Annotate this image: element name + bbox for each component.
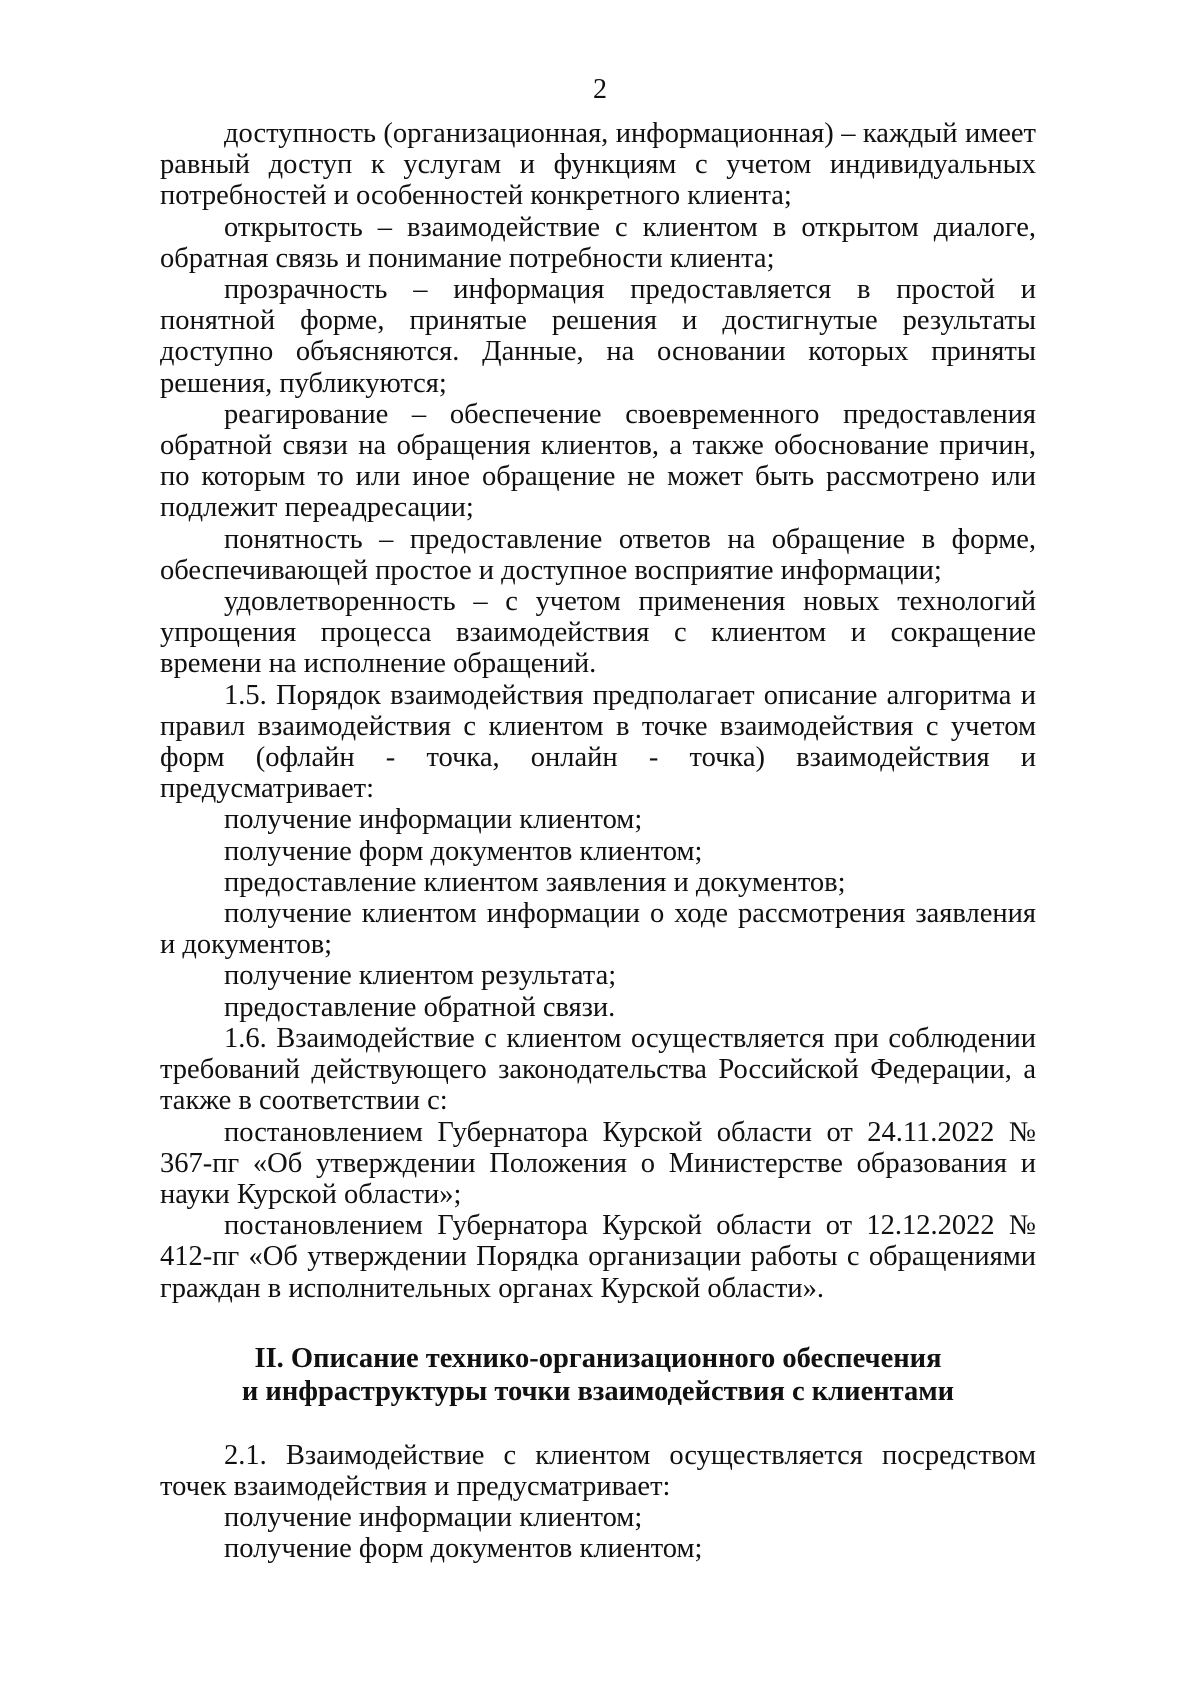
paragraph: реагирование – обеспечение своевременного предоставления обратной связи на обращения клиентов, а также обоснование причин, по которым то или иное обращение не может быть рассмотрено или подлежит переадресации; (160, 398, 1036, 524)
list-item: предоставление клиентом заявления и документов; (224, 866, 846, 898)
list-item: получение клиентом информации о ходе рассмотрения заявления и документов; (160, 898, 1036, 961)
list-item: получение информации клиентом; (224, 1502, 643, 1534)
paragraph: 1.6. Взаимодействие с клиентом осуществляется при соблюдении требований действующего законодательства Российской Федерации, а также в соответствии с: (160, 1022, 1036, 1117)
section-heading-line: II. Описание технико-организационного обеспечения (254, 1342, 942, 1374)
document-body (160, 118, 1036, 1565)
list-item: получение информации клиентом; (224, 804, 643, 836)
section-heading-line: и инфраструктуры точки взаимодействия с клиентами (241, 1375, 955, 1407)
paragraph: прозрачность – информация предоставляется в простой и понятной форме, принятые решения и достигнутые результаты доступно объясняются. Данные, на основании которых приняты решения, публикуются; (160, 274, 1036, 399)
list-item: получение клиентом результата; (224, 960, 617, 992)
list-item: получение форм документов клиентом; (224, 835, 703, 867)
paragraph: понятность – предоставление ответов на обращение в форме, обеспечивающей простое и доступное восприятие информации; (160, 523, 1036, 586)
paragraph: постановлением Губернатора Курской области от 24.11.2022 № 367-пг «Об утверждении Положения о Министерстве образования и науки Курской области»; (160, 1116, 1036, 1210)
paragraph: 1.5. Порядок взаимодействия предполагает описание алгоритма и правил взаимодействия с клиентом в точке взаимодействия с учетом форм (офлайн - точка, онлайн - точка) взаимодействия и предусматривает: (160, 679, 1036, 805)
section-heading (160, 1342, 1036, 1408)
list-item: получение форм документов клиентом; (224, 1533, 703, 1565)
paragraph: постановлением Губернатора Курской области от 12.12.2022 № 412-пг «Об утверждении Порядка организации работы с обращениями граждан в исполнительных органах Курской области». (160, 1210, 1036, 1304)
list-item: предоставление обратной связи. (224, 991, 616, 1023)
paragraph: доступность (организационная, информационная) – каждый имеет равный доступ к услугам и функциям с учетом индивидуальных потребностей и особенностей конкретного клиента; (160, 118, 1036, 212)
paragraph: удовлетворенность – с учетом применения новых технологий упрощения процесса взаимодействия с клиентом и сокращение времени на исполнение обращений. (160, 586, 1036, 680)
paragraph: открытость – взаимодействие с клиентом в открытом диалоге, обратная связь и понимание потребности клиента; (160, 211, 1036, 274)
paragraph: 2.1. Взаимодействие с клиентом осуществляется посредством точек взаимодействия и предусматривает: (160, 1439, 1036, 1502)
page-number: 2 (593, 74, 607, 105)
